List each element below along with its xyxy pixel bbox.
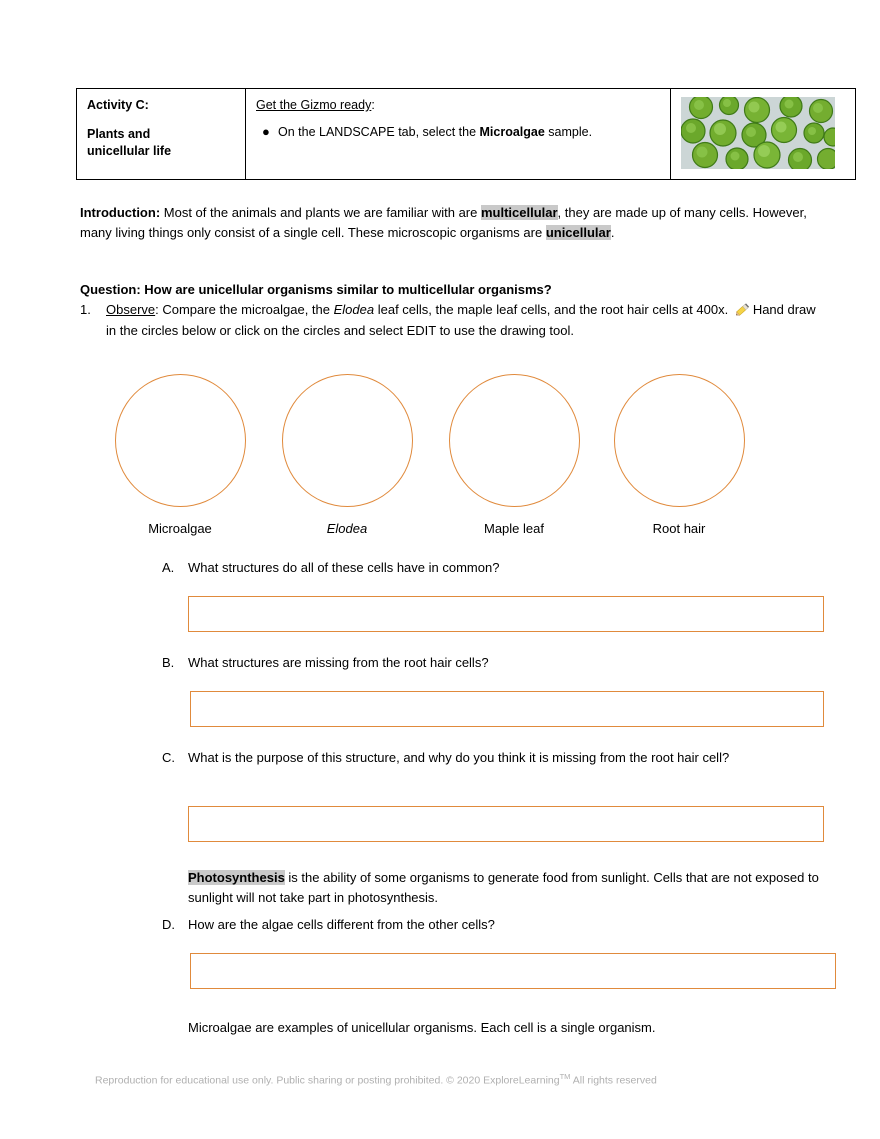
item-1-italic-elodea: Elodea (333, 302, 375, 317)
item-1-verb: Observe (106, 302, 156, 317)
microalgae-note: Microalgae are examples of unicellular organisms. Each cell is a single organism. (188, 1020, 656, 1035)
photosynthesis-note (188, 868, 838, 908)
gizmo-ready-heading-text: Get the Gizmo ready (256, 98, 372, 112)
gizmo-steps-list (256, 123, 660, 141)
introduction-highlight-multicellular: multicellular (480, 205, 558, 220)
item-1-number: 1. (80, 302, 91, 317)
circle-label-root-hair: Root hair (652, 521, 706, 536)
gizmo-ready-heading (256, 97, 660, 115)
circle-root-hair[interactable] (614, 374, 745, 507)
introduction-label: Introduction: (80, 205, 161, 220)
circle-elodea-cell (277, 374, 417, 538)
activity-subtitle (87, 126, 235, 160)
introduction-part2: , they are made up of many cells. However, many living things only consist of a single cell. These microscopic organisms are (80, 205, 807, 241)
gizmo-step-text-bold: Microalgae (479, 124, 545, 139)
activity-header-table (76, 88, 856, 180)
item-1 (80, 300, 828, 342)
circle-maple-leaf[interactable] (449, 374, 580, 507)
footer-trademark: TM (559, 1072, 571, 1081)
gizmo-instructions-cell (246, 89, 671, 180)
subquestion-b-letter: B. (162, 655, 175, 670)
activity-header-row (77, 89, 856, 180)
subquestion-b (162, 653, 837, 673)
gizmo-step-item (262, 123, 660, 141)
answer-box-d[interactable] (190, 953, 836, 989)
gizmo-step-text-before: On the LANDSCAPE tab, select the (278, 124, 480, 139)
answer-box-b[interactable] (190, 691, 824, 727)
activity-subtitle-line1: Plants and (87, 126, 151, 141)
footer-text-after: All rights reserved (570, 1074, 657, 1087)
bullet-icon: ● (262, 123, 270, 139)
circle-elodea[interactable] (282, 374, 413, 507)
activity-title: Activity C: (87, 98, 149, 112)
subquestion-a-letter: A. (162, 560, 175, 575)
item-1-part1: : Compare the microalgae, the (155, 302, 334, 317)
subquestion-d-text: How are the algae cells different from the other cells? (188, 917, 495, 932)
item-1-text (106, 300, 828, 342)
footer-copyright (95, 1072, 795, 1088)
microalgae-cells-illustration (681, 97, 835, 169)
gizmo-step-text-after: sample. (544, 124, 593, 139)
activity-subtitle-line2: unicellular life (87, 143, 172, 158)
circle-root-hair-cell (609, 374, 749, 538)
drawing-circles-row (110, 374, 790, 544)
subquestion-d (162, 915, 837, 935)
gizmo-ready-heading-colon: : (371, 98, 375, 112)
introduction-part3: . (610, 225, 615, 241)
introduction-highlight-unicellular: unicellular (545, 225, 611, 241)
item-1-part2: leaf cells, the maple leaf cells, and the root hair cells at 400x. (374, 302, 732, 317)
subquestion-c (162, 748, 837, 768)
introduction-paragraph (80, 203, 820, 243)
footer-text-before: Reproduction for educational use only. Public sharing or posting prohibited. © 2020 ExploreLearning (95, 1074, 560, 1087)
subquestion-a-text: What structures do all of these cells have in common? (188, 560, 500, 575)
answer-box-a[interactable] (188, 596, 824, 632)
pencil-icon (734, 302, 751, 315)
microalgae-sample-image (681, 97, 835, 169)
circle-microalgae[interactable] (115, 374, 246, 507)
subquestion-d-letter: D. (162, 917, 175, 932)
introduction-part1: Most of the animals and plants we are familiar with are (160, 205, 481, 220)
circle-microalgae-cell (110, 374, 250, 538)
circle-label-elodea: Elodea (326, 521, 368, 536)
activity-title-cell (77, 89, 246, 180)
question-prompt: Question: How are unicellular organisms similar to multicellular organisms? (80, 282, 552, 297)
subquestion-c-text: What is the purpose of this structure, and why do you think it is missing from the root hair cell? (188, 750, 730, 765)
microalgae-image-cell (671, 89, 856, 180)
circle-label-microalgae: Microalgae (148, 521, 212, 536)
subquestion-a (162, 558, 837, 578)
pencil-glyph (734, 303, 751, 316)
photosynthesis-highlight: Photosynthesis (188, 870, 285, 885)
circle-maple-leaf-cell (444, 374, 584, 538)
circle-label-maple-leaf: Maple leaf (484, 521, 544, 536)
answer-box-c[interactable] (188, 806, 824, 842)
subquestion-b-text: What structures are missing from the root hair cells? (188, 655, 489, 670)
subquestion-c-letter: C. (162, 750, 175, 765)
photosynthesis-note-text: is the ability of some organisms to generate food from sunlight. Cells that are not exposed to sunlight will not take part in photosynthesis. (188, 870, 819, 906)
item-1-part3: Hand draw in the circles below or click on the circles and select EDIT to use the drawing tool. (106, 302, 816, 338)
